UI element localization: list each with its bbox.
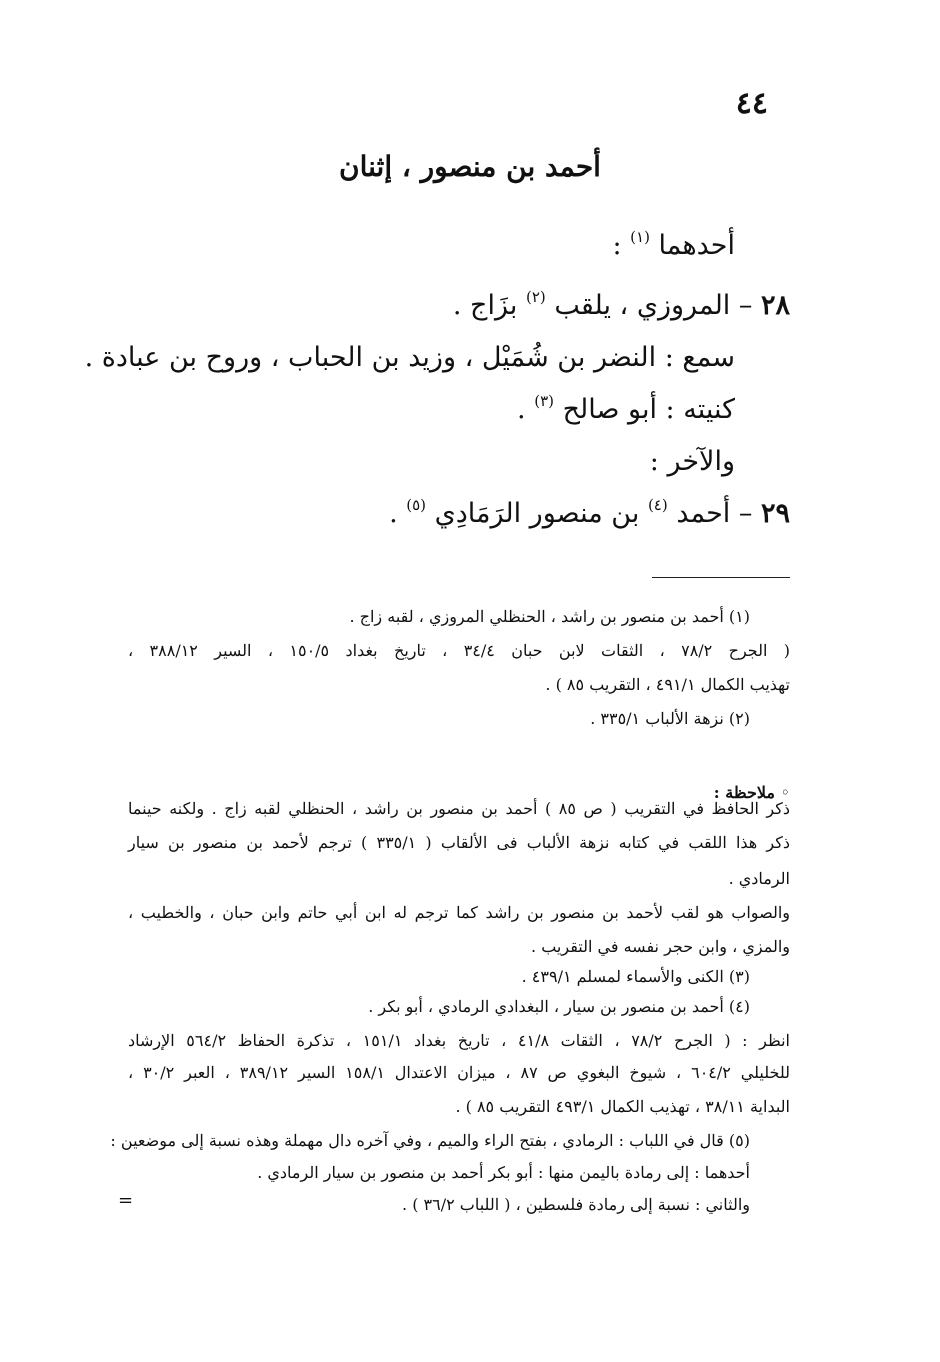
footnote-4-line-2: انظر : ( الجرح ٧٨/٢ ، الثقات ٤١/٨ ، تاريخ بغداد ١٥١/١ ، تذكرة الحفاظ ٥٦٤/٢ الإرشاد — [128, 1031, 791, 1050]
entry-29-tail: . — [389, 498, 398, 529]
sami-line: سمع : النضر بن شُمَيْل ، وزيد بن الحباب ، وروح بن عبادة . — [84, 342, 735, 373]
entry-29-name: أحمد — [676, 498, 731, 529]
first-intro-text: أحدهما — [658, 230, 735, 261]
entry-29-dash: – — [738, 498, 753, 529]
note-line-2: ذكر هذا اللقب في كتابه نزهة الألباب فى الألقاب ( ٣٣٥/١ ) ترجم لأحمد بن منصور بن سيار — [128, 833, 790, 852]
footnote-ref-1: (١) — [630, 228, 650, 246]
entry-28-number: ٢٨ — [760, 290, 790, 321]
footnote-1-line-1: (١) أحمد بن منصور بن راشد ، الحنظلي المروزي ، لقبه زاج . — [349, 607, 750, 626]
first-person-intro — [612, 228, 735, 261]
entry-28-laqab: بزَاج . — [452, 290, 518, 321]
kunya-line — [517, 392, 735, 425]
kunya-text: كنيته : أبو صالح — [562, 394, 735, 425]
entry-28-dash: – — [738, 290, 753, 321]
note-line-4: والصواب هو لقب لأحمد بن منصور بن راشد كما ترجم له ابن أبي حاتم وابن حبان ، والخطيب ، — [128, 903, 790, 922]
note-line-3: الرمادي . — [728, 869, 790, 888]
footnote-1-line-2: ( الجرح ٧٨/٢ ، الثقات لابن حبان ٣٤/٤ ، تاريخ بغداد ١٥٠/٥ ، السير ٣٨٨/١٢ ، — [128, 641, 791, 660]
footnote-ref-2: (٢) — [525, 288, 546, 306]
footnote-5-line-2: أحدهما : إلى رمادة باليمن منها : أبو بكر أحمد بن منصور بن سيار الرمادي . — [257, 1163, 750, 1182]
footnote-1-line-3: تهذيب الكمال ٤٩١/١ ، التقريب ٨٥ ) . — [545, 675, 790, 694]
first-intro-colon: : — [612, 230, 622, 261]
footnote-5-line-3: والثاني : نسبة إلى رمادة فلسطين ، ( اللباب ٣٦/٢ ) . — [402, 1195, 750, 1214]
entry-28-text: المروزي ، يلقب — [554, 290, 731, 321]
entry-29-number: ٢٩ — [760, 498, 790, 529]
footnote-3-line-1: (٣) الكنى والأسماء لمسلم ٤٣٩/١ . — [521, 967, 750, 986]
entry-29-text: بن منصور الرَمَادِي — [434, 498, 640, 529]
footnote-ref-4: (٤) — [647, 496, 668, 514]
footnote-2-line-1: (٢) نزهة الألباب ٣٣٥/١ . — [590, 709, 750, 728]
footnote-5-line-1: (٥) قال في اللباب : الرمادي ، بفتح الراء والميم ، وفي آخره دال مهملة وهذه نسبة إلى موضعين : — [110, 1131, 750, 1150]
footnote-4-line-3: للخليلي ٦٠٤/٢ ، شيوخ البغوي ص ٨٧ ، ميزان الاعتدال ١٥٨/١ السير ٣٨٩/١٢ ، العبر ٣٠/٢ ، — [128, 1063, 791, 1082]
footnote-ref-3: (٣) — [534, 392, 555, 410]
note-heading: ◦ ملاحظة : — [713, 783, 790, 802]
chapter-title: أحمد بن منصور ، إثنان — [339, 150, 601, 183]
continuation-mark: = — [118, 1190, 134, 1211]
footnote-4-line-1: (٤) أحمد بن منصور بن سيار ، البغدادي الرمادي ، أبو بكر . — [368, 997, 750, 1016]
footnote-4-line-4: البداية ٣٨/١١ ، تهذيب الكمال ٤٩٣/١ التقريب ٨٥ ) . — [455, 1097, 790, 1116]
second-person-intro: والآخر : — [649, 446, 735, 477]
note-line-5: والمزي ، وابن حجر نفسه في التقريب . — [531, 937, 790, 956]
footnote-ref-5: (٥) — [406, 496, 427, 514]
kunya-tail: . — [517, 394, 526, 425]
page-number: ٤٤ — [735, 86, 768, 121]
footnote-separator — [652, 577, 790, 578]
note-line-1: ذكر الحافظ في التقريب ( ص ٨٥ ) أحمد بن منصور بن راشد ، الحنظلي لقبه زاج . ولكنه حينما — [128, 799, 791, 818]
entry-28 — [453, 288, 790, 321]
entry-29 — [389, 496, 790, 529]
